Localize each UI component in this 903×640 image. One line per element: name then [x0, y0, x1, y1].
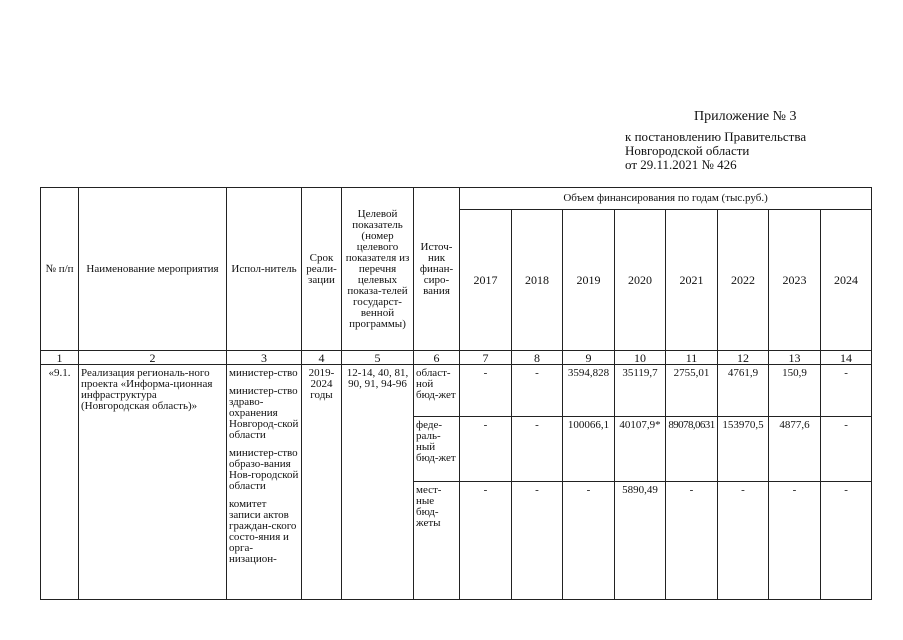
- funding-value: -: [512, 482, 563, 600]
- funding-value: 89078,0631: [666, 417, 718, 482]
- header-year: 2018: [512, 210, 563, 351]
- funding-value: 153970,5: [718, 417, 769, 482]
- funding-value: 40107,9*: [615, 417, 666, 482]
- column-number: 3: [227, 351, 302, 365]
- funding-source: област-ной бюд-жет: [414, 365, 460, 417]
- header-funding: Объем финансирования по годам (тыс.руб.): [460, 188, 872, 210]
- column-number: 7: [460, 351, 512, 365]
- funding-table: [40, 187, 872, 600]
- appendix-line-2: Новгородской области: [625, 143, 750, 158]
- target-indicators: 12-14, 40, 81, 90, 91, 94-96: [342, 365, 414, 600]
- header-year: 2023: [769, 210, 821, 351]
- column-number: 1: [41, 351, 79, 365]
- funding-value: -: [821, 417, 872, 482]
- header-year: 2022: [718, 210, 769, 351]
- header-year: 2024: [821, 210, 872, 351]
- column-number: 5: [342, 351, 414, 365]
- funding-value: -: [666, 482, 718, 600]
- column-number: 12: [718, 351, 769, 365]
- funding-source: феде-раль-ный бюд-жет: [414, 417, 460, 482]
- funding-value: -: [512, 417, 563, 482]
- header-source: Источ-ник финан-сиро-вания: [414, 188, 460, 351]
- funding-value: 4877,6: [769, 417, 821, 482]
- funding-value: -: [512, 365, 563, 417]
- appendix-line-3: от 29.11.2021 № 426: [625, 157, 737, 172]
- funding-value: 35119,7: [615, 365, 666, 417]
- column-number-row: [41, 351, 872, 365]
- funding-value: 5890,49: [615, 482, 666, 600]
- column-number: 4: [302, 351, 342, 365]
- funding-value: -: [821, 365, 872, 417]
- header-year: 2021: [666, 210, 718, 351]
- header-term: Срок реали-зации: [302, 188, 342, 351]
- column-number: 8: [512, 351, 563, 365]
- header-num: № п/п: [41, 188, 79, 351]
- column-number: 10: [615, 351, 666, 365]
- funding-value: -: [563, 482, 615, 600]
- column-number: 14: [821, 351, 872, 365]
- executors-cell: [227, 365, 302, 600]
- funding-value: 150,9: [769, 365, 821, 417]
- appendix-header: [625, 110, 806, 172]
- executor-item: министер-ство: [229, 367, 298, 379]
- funding-value: 3594,828: [563, 365, 615, 417]
- column-number: 13: [769, 351, 821, 365]
- executor-item: комитет записи актов граждан-ского состо-яния и орга-низацион-: [229, 498, 297, 565]
- column-number: 9: [563, 351, 615, 365]
- funding-value: -: [821, 482, 872, 600]
- appendix-title: Приложение № 3: [694, 109, 797, 124]
- header-executor: Испол-нитель: [227, 188, 302, 351]
- funding-value: 100066,1: [563, 417, 615, 482]
- column-number: 2: [79, 351, 227, 365]
- funding-value: -: [718, 482, 769, 600]
- funding-value: -: [460, 417, 512, 482]
- table-row: [41, 365, 872, 417]
- executor-item: министер-ство образо-вания Нов-городской области: [229, 447, 299, 492]
- funding-value: -: [460, 365, 512, 417]
- header-target: Целевой показатель (номер целевого показателя из перечня целевых показа-телей государст-венной программы): [342, 188, 414, 351]
- header-year: 2020: [615, 210, 666, 351]
- column-number: 11: [666, 351, 718, 365]
- funding-value: 2755,01: [666, 365, 718, 417]
- row-number: «9.1.: [41, 365, 79, 600]
- funding-source: мест-ные бюд-жеты: [414, 482, 460, 600]
- header-name: Наименование мероприятия: [79, 188, 227, 351]
- funding-value: 4761,9: [718, 365, 769, 417]
- column-number: 6: [414, 351, 460, 365]
- funding-value: -: [769, 482, 821, 600]
- funding-value: -: [460, 482, 512, 600]
- appendix-line-1: к постановлению Правительства: [625, 129, 807, 144]
- header-year: 2017: [460, 210, 512, 351]
- header-year: 2019: [563, 210, 615, 351]
- measure-name: Реализация региональ-ного проекта «Информа-ционная инфраструктура (Новгородская область)»: [79, 365, 227, 600]
- executor-item: министер-ство здраво-охранения Новгород-ской области: [229, 385, 299, 441]
- implementation-term: 2019-2024 годы: [302, 365, 342, 600]
